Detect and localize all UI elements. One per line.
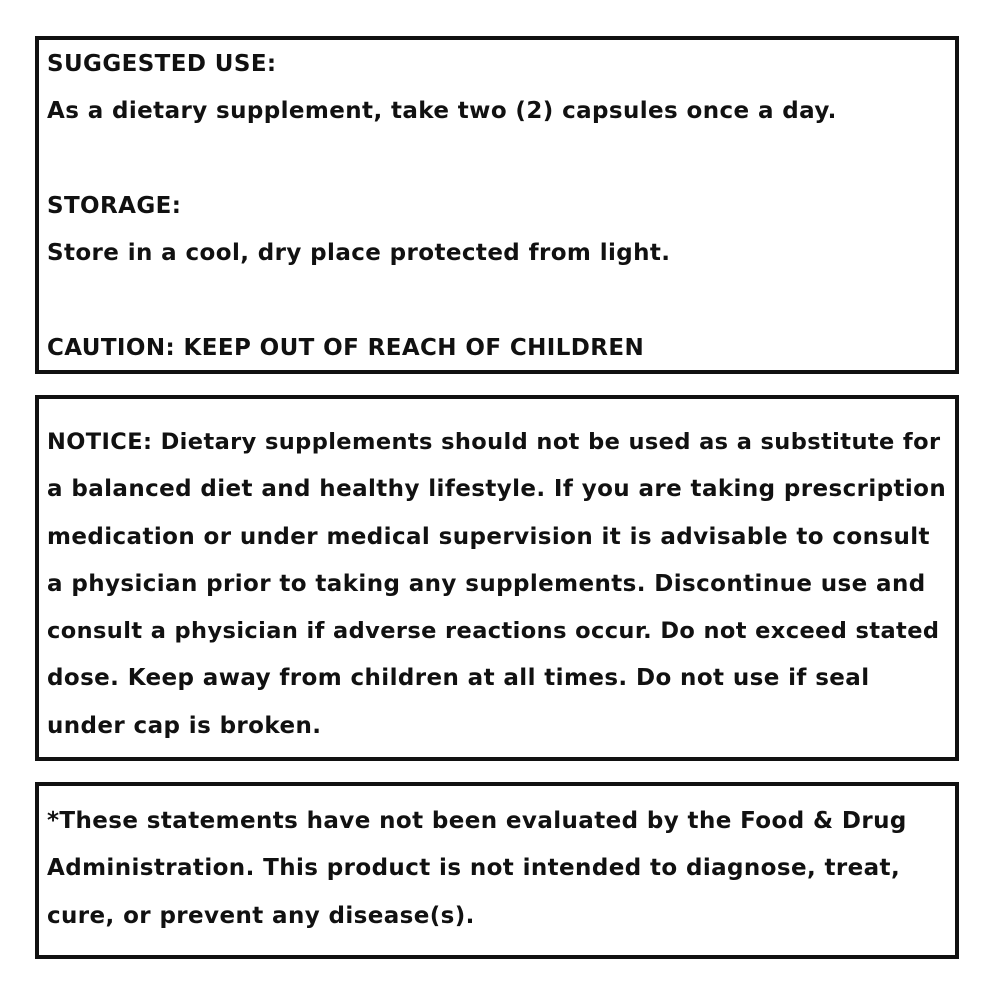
notice-line: NOTICE: Dietary supplements should not be used as a substitute for xyxy=(47,429,941,455)
suggested-use-text: As a dietary supplement, take two (2) capsules once a day. xyxy=(47,98,837,125)
notice-line: under cap is broken. xyxy=(47,712,322,739)
fda-disclaimer-panel xyxy=(35,782,959,959)
notice-line: medication or under medical supervision it is advisable to consult xyxy=(47,523,930,550)
fda-disclaimer-line: Administration. This product is not intended to diagnose, treat, xyxy=(47,855,901,882)
fda-disclaimer-line: *These statements have not been evaluated by the Food & Drug xyxy=(47,808,907,834)
caution-text: CAUTION: KEEP OUT OF REACH OF CHILDREN xyxy=(47,334,645,361)
spacer xyxy=(47,277,947,324)
suggested-use-heading: SUGGESTED USE: xyxy=(47,51,277,77)
notice-line: a physician prior to taking any supplements. Discontinue use and xyxy=(47,570,926,597)
notice-line: consult a physician if adverse reactions occur. Do not exceed stated xyxy=(47,618,940,645)
fda-disclaimer-line: cure, or prevent any disease(s). xyxy=(47,902,475,929)
storage-text: Store in a cool, dry place protected from light. xyxy=(47,240,671,267)
notice-panel xyxy=(35,395,959,761)
notice-line: a balanced diet and healthy lifestyle. If you are taking prescription xyxy=(47,476,947,503)
storage-heading: STORAGE: xyxy=(47,192,182,219)
spacer xyxy=(47,136,947,183)
notice-line: dose. Keep away from children at all times. Do not use if seal xyxy=(47,665,870,692)
usage-storage-panel xyxy=(35,36,959,374)
